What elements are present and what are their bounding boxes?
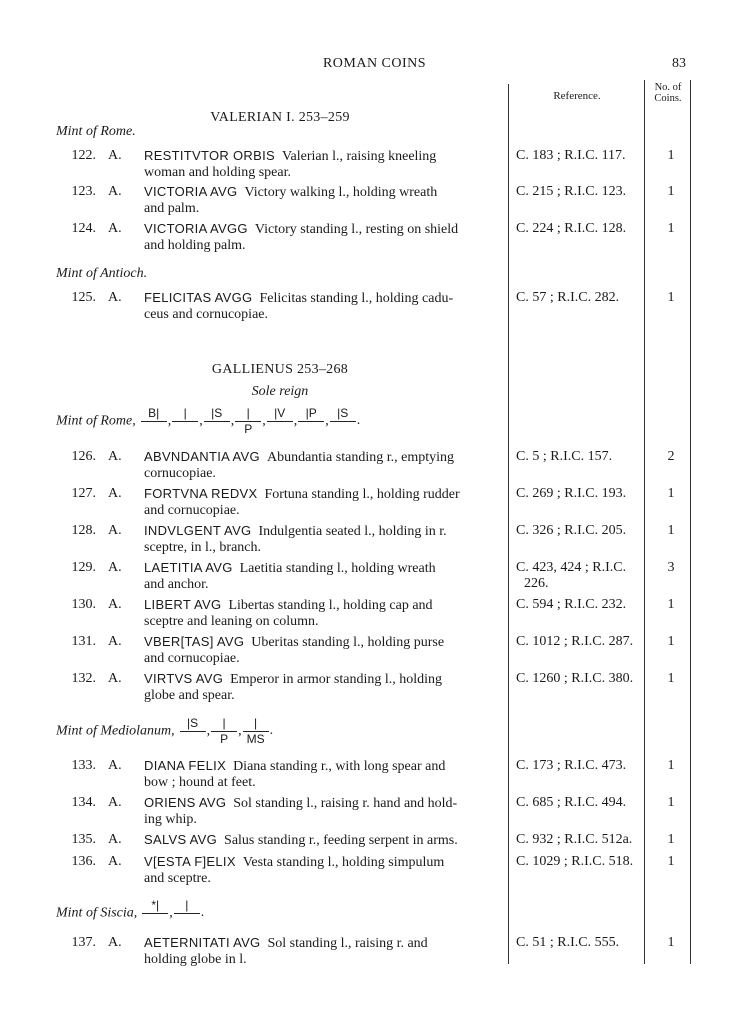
description-text: Diana standing r., with long spear and — [233, 759, 446, 774]
entry-number: 135. — [71, 832, 96, 847]
entry-description-line2: cornucopiae. — [144, 466, 216, 481]
entry-reference — [516, 597, 646, 613]
reference-line1: C. 215 ; R.I.C. 123. — [516, 184, 627, 199]
coin-legend: VICTORIA AVG — [144, 184, 238, 199]
mintmark — [142, 898, 168, 928]
reference-line1: C. 183 ; R.I.C. 117. — [516, 148, 626, 163]
mintmark — [174, 898, 200, 928]
entry-description — [144, 671, 504, 704]
entry-description-line2: bow ; hound at feet. — [144, 775, 256, 790]
entry-metal: A. — [108, 597, 122, 612]
reference-column-header: Reference. — [553, 90, 601, 102]
entry-description-line1 — [144, 560, 504, 577]
mintmark-period: . — [269, 723, 274, 738]
mintmark-period: . — [356, 413, 361, 428]
mintmark-separator: , — [325, 413, 329, 428]
entry-description-line2: woman and holding spear. — [144, 165, 291, 180]
entry-description-line2: and palm. — [144, 201, 200, 216]
entry-description-line2: and cornucopiae. — [144, 651, 240, 666]
entry-number: 132. — [71, 671, 96, 686]
entry-coin-count: 1 — [667, 935, 675, 950]
entry-description-line1 — [144, 832, 504, 849]
mintmark-top: | — [254, 716, 258, 730]
mintmark — [211, 716, 237, 746]
coin-legend: SALVS AVG — [144, 832, 218, 847]
reference-column-rule — [508, 84, 509, 964]
description-text: Vesta standing l., holding simpulum — [242, 855, 445, 870]
entry-metal: A. — [108, 486, 122, 501]
entry-reference — [516, 523, 646, 539]
coin-legend: ORIENS AVG — [144, 795, 227, 810]
entry-description-line1 — [144, 148, 504, 165]
mintmark-top: |P — [305, 406, 317, 420]
entry-metal: A. — [108, 184, 122, 199]
reference-line1: C. 932 ; R.I.C. 512a. — [516, 832, 633, 847]
description-text: Indulgentia seated l., holding in r. — [258, 524, 447, 539]
description-text: Sol standing l., raising r. hand and hold- — [233, 796, 458, 811]
mintmark — [235, 406, 261, 436]
entry-description — [144, 290, 504, 323]
coin-legend: FORTVNA REDVX — [144, 486, 258, 501]
entry-reference — [516, 486, 646, 502]
coin-legend: VIRTVS AVG — [144, 671, 224, 686]
mintmark-rule — [330, 421, 356, 422]
entry-description — [144, 148, 504, 181]
entry-description-line2: ing whip. — [144, 812, 197, 827]
entry-description-line2: sceptre and leaning on column. — [144, 614, 319, 629]
mint-label: Mint of Siscia, — [56, 905, 138, 921]
mintmark-rule — [267, 421, 293, 422]
mintmark-top: |V — [274, 406, 286, 420]
coin-legend: LIBERT AVG — [144, 597, 222, 612]
entry-description — [144, 832, 504, 849]
entry-reference — [516, 832, 646, 848]
entry-coin-count: 1 — [667, 486, 675, 501]
entry-metal: A. — [108, 221, 122, 236]
entry-description — [144, 221, 504, 254]
reference-line1: C. 269 ; R.I.C. 193. — [516, 486, 627, 501]
entry-coin-count: 1 — [667, 221, 675, 236]
coin-legend: INDVLGENT AVG — [144, 523, 252, 538]
entry-reference — [516, 935, 646, 951]
coin-legend: ABVNDANTIA AVG — [144, 449, 260, 464]
mintmark-separator: , — [293, 413, 298, 428]
mintmark-top: |S — [211, 406, 223, 420]
entry-description-line1 — [144, 935, 504, 952]
mintmark-top: | — [183, 406, 187, 420]
mintmark-rule — [172, 421, 198, 422]
entry-number: 130. — [71, 597, 96, 612]
mintmark — [243, 716, 269, 746]
entry-description — [144, 634, 504, 667]
description-text: Libertas standing l., holding cap and — [228, 598, 433, 613]
mintmark-group — [179, 716, 270, 746]
coin-legend: RESTITVTOR ORBIS — [144, 148, 275, 163]
entry-description-line1 — [144, 523, 504, 540]
entry-number: 131. — [71, 634, 96, 649]
reference-line1: C. 685 ; R.I.C. 494. — [516, 795, 627, 810]
mintmark — [330, 406, 356, 436]
mintmark-bottom: MS — [246, 732, 265, 746]
entry-coin-count: 1 — [667, 758, 675, 773]
entry-metal: A. — [108, 523, 122, 538]
mintmark-separator: , — [230, 413, 235, 428]
entry-metal: A. — [108, 854, 122, 869]
mintmark-separator: , — [199, 413, 203, 428]
entry-metal: A. — [108, 290, 122, 305]
entry-description-line2: ceus and cornucopiae. — [144, 307, 268, 322]
entry-description-line2: globe and spear. — [144, 688, 235, 703]
mintmark-group — [140, 406, 357, 436]
entry-description — [144, 560, 504, 593]
description-text: Uberitas standing l., holding purse — [251, 635, 445, 650]
description-text: Abundantia standing r., emptying — [266, 450, 454, 465]
reference-line1: C. 1012 ; R.I.C. 287. — [516, 634, 634, 649]
mintmark-top: | — [185, 898, 189, 912]
entry-number: 136. — [71, 854, 96, 869]
entry-coin-count: 1 — [667, 634, 675, 649]
entry-description-line2: sceptre, in l., branch. — [144, 540, 262, 555]
entry-coin-count: 3 — [667, 560, 675, 575]
running-head: ROMAN COINS — [322, 56, 427, 71]
entry-number: 134. — [71, 795, 96, 810]
mintmark — [298, 406, 324, 436]
entry-reference — [516, 854, 646, 870]
entry-description-line1 — [144, 854, 504, 871]
entry-description-line1 — [144, 671, 504, 688]
entry-metal: A. — [108, 560, 122, 575]
section-title-valerian: VALERIAN I. 253–259 — [210, 110, 350, 125]
entry-description — [144, 597, 504, 630]
description-text: Sol standing l., raising r. and — [267, 936, 428, 951]
entry-reference — [516, 184, 646, 200]
entry-reference — [516, 290, 646, 306]
entry-coin-count: 1 — [667, 671, 675, 686]
reference-line1: C. 1029 ; R.I.C. 518. — [516, 854, 634, 869]
entry-number: 129. — [71, 560, 96, 575]
entry-metal: A. — [108, 935, 122, 950]
entry-reference — [516, 449, 646, 465]
entry-coin-count: 1 — [667, 795, 675, 810]
mintmark-top: | — [246, 406, 250, 420]
entry-description-line1 — [144, 221, 504, 238]
mintmark — [180, 716, 206, 746]
entry-reference — [516, 221, 646, 237]
entry-description-line2: and holding palm. — [144, 238, 246, 253]
mintmark — [267, 406, 293, 436]
description-text: Emperor in armor standing l., holding — [230, 672, 443, 687]
entry-description — [144, 486, 504, 519]
entry-description-line2: and sceptre. — [144, 871, 211, 886]
mintmark-top: |S — [337, 406, 349, 420]
reference-line1: C. 224 ; R.I.C. 128. — [516, 221, 627, 236]
entry-coin-count: 1 — [667, 523, 675, 538]
reference-line1: C. 1260 ; R.I.C. 380. — [516, 671, 634, 686]
entry-description — [144, 935, 504, 968]
section-title-gallienus: GALLIENUS 253–268 — [211, 362, 349, 377]
entry-description-line1 — [144, 449, 504, 466]
entry-coin-count: 1 — [667, 184, 675, 199]
reference-line1: C. 173 ; R.I.C. 473. — [516, 758, 627, 773]
description-text: Salus standing r., feeding serpent in arms. — [224, 833, 458, 848]
entry-description — [144, 854, 504, 887]
mintmark-rule — [180, 731, 206, 732]
entry-number: 133. — [71, 758, 96, 773]
entry-reference — [516, 148, 646, 164]
entry-description — [144, 184, 504, 217]
mintmark-top: *| — [151, 898, 160, 912]
mintmark — [204, 406, 230, 436]
page-number: 83 — [672, 56, 686, 71]
entry-metal: A. — [108, 634, 122, 649]
description-text: Fortuna standing l., holding rudder — [264, 487, 460, 502]
mint-label: Mint of Rome, — [56, 413, 136, 429]
mint-heading-rome: Mint of Rome. — [56, 124, 136, 139]
entry-description — [144, 795, 504, 828]
mint-heading-mediolanum — [56, 716, 273, 746]
coin-legend: VICTORIA AVGG — [144, 221, 248, 236]
entry-number: 128. — [71, 523, 96, 538]
coin-legend: AETERNITATI AVG — [144, 935, 261, 950]
mintmark-bottom: P — [220, 732, 229, 746]
coin-legend: V[ESTA F]ELIX — [144, 854, 236, 869]
description-text: Victory walking l., holding wreath — [244, 185, 438, 200]
entry-metal: A. — [108, 449, 122, 464]
entry-metal: A. — [108, 795, 122, 810]
entry-reference — [516, 634, 646, 650]
mintmark-rule — [142, 913, 168, 914]
mintmark — [172, 406, 198, 436]
mintmark-period: . — [200, 905, 205, 920]
mintmark-group — [141, 898, 201, 921]
entry-description-line1 — [144, 758, 504, 775]
entry-description — [144, 758, 504, 791]
reference-line1: C. 5 ; R.I.C. 157. — [516, 449, 613, 464]
coin-legend: LAETITIA AVG — [144, 560, 233, 575]
description-text: Valerian l., raising kneeling — [281, 149, 437, 164]
description-text: Felicitas standing l., holding cadu- — [259, 291, 454, 306]
mintmark-separator: , — [169, 905, 173, 920]
coin-legend: VBER[TAS] AVG — [144, 634, 245, 649]
entry-coin-count: 1 — [667, 854, 675, 869]
entry-metal: A. — [108, 148, 122, 163]
mintmark-rule — [141, 421, 167, 422]
coin-legend: FELICITAS AVGG — [144, 290, 253, 305]
mint-heading-rome-gallienus — [56, 406, 360, 436]
mint-heading-siscia — [56, 898, 204, 928]
mintmark-bottom: P — [244, 422, 253, 436]
entry-number: 123. — [71, 184, 96, 199]
entry-description-line1 — [144, 486, 504, 503]
entry-description-line2: and anchor. — [144, 577, 209, 592]
entry-description — [144, 523, 504, 556]
entry-coin-count: 1 — [667, 290, 675, 305]
entry-description-line1 — [144, 184, 504, 201]
entry-description-line1 — [144, 634, 504, 651]
mintmark — [141, 406, 167, 436]
entry-reference — [516, 560, 646, 592]
reference-line1: C. 51 ; R.I.C. 555. — [516, 935, 620, 950]
mintmark-separator: , — [238, 723, 242, 738]
reference-line1: C. 594 ; R.I.C. 232. — [516, 597, 627, 612]
coins-column-header — [645, 82, 691, 104]
reference-line2: 226. — [524, 576, 549, 591]
entry-metal: A. — [108, 832, 122, 847]
entry-coin-count: 1 — [667, 597, 675, 612]
mintmark-separator: , — [206, 723, 211, 738]
entry-metal: A. — [108, 671, 122, 686]
mintmark-separator: , — [167, 413, 172, 428]
entry-number: 124. — [71, 221, 96, 236]
entry-metal: A. — [108, 758, 122, 773]
section-subtitle-sole-reign: Sole reign — [251, 384, 309, 399]
entry-description-line1 — [144, 795, 504, 812]
entry-coin-count: 2 — [667, 449, 675, 464]
coin-legend: DIANA FELIX — [144, 758, 227, 773]
description-text: Laetitia standing l., holding wreath — [239, 561, 436, 576]
entry-number: 126. — [71, 449, 96, 464]
entry-description — [144, 449, 504, 482]
entry-description-line2: holding globe in l. — [144, 952, 247, 967]
reference-line1: C. 423, 424 ; R.I.C. — [516, 560, 627, 575]
mintmark-separator: , — [262, 413, 266, 428]
entry-description-line1 — [144, 290, 504, 307]
reference-line1: C. 326 ; R.I.C. 205. — [516, 523, 627, 538]
entry-number: 127. — [71, 486, 96, 501]
entry-reference — [516, 758, 646, 774]
right-column-rule — [690, 80, 691, 964]
entry-reference — [516, 671, 646, 687]
entry-number: 137. — [71, 935, 96, 950]
entry-coin-count: 1 — [667, 148, 675, 163]
entry-number: 122. — [71, 148, 96, 163]
entry-description-line2: and cornucopiae. — [144, 503, 240, 518]
description-text: Victory standing l., resting on shield — [254, 222, 459, 237]
mint-label: Mint of Mediolanum, — [56, 723, 175, 739]
entry-coin-count: 1 — [667, 832, 675, 847]
entry-description-line1 — [144, 597, 504, 614]
mintmark-top: | — [222, 716, 226, 730]
coins-header-line1: No. of — [654, 82, 682, 93]
mintmark-rule — [298, 421, 324, 422]
entry-reference — [516, 795, 646, 811]
coins-header-line2: Coins. — [654, 93, 682, 104]
mintmark-top: B| — [148, 406, 160, 420]
entry-number: 125. — [71, 290, 96, 305]
reference-line1: C. 57 ; R.I.C. 282. — [516, 290, 620, 305]
mint-heading-antioch: Mint of Antioch. — [56, 266, 148, 281]
mintmark-rule — [174, 913, 200, 914]
mintmark-top: |S — [187, 716, 199, 730]
mintmark-rule — [204, 421, 230, 422]
